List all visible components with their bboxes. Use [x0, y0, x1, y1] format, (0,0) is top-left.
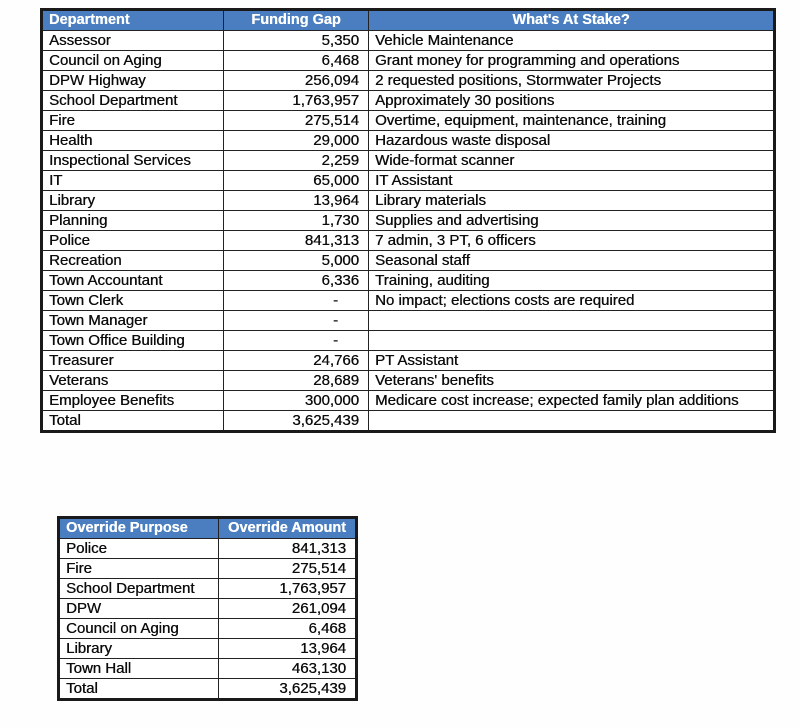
amount-cell: 463,130: [219, 659, 357, 679]
table-header-row: [59, 518, 357, 539]
table-row: [42, 191, 775, 211]
stake-cell: PT Assistant: [369, 351, 775, 371]
table-row: [59, 659, 357, 679]
department-cell: DPW Highway: [42, 71, 224, 91]
funding-gap-cell: 6,468: [224, 51, 369, 71]
column-header-department: Department: [42, 10, 224, 31]
amount-cell: 1,763,957: [219, 579, 357, 599]
department-cell: Inspectional Services: [42, 151, 224, 171]
funding-gap-cell: 13,964: [224, 191, 369, 211]
department-cell: Town Clerk: [42, 291, 224, 311]
column-header-funding-gap: Funding Gap: [224, 10, 369, 31]
department-cell: Employee Benefits: [42, 391, 224, 411]
department-cell: Council on Aging: [42, 51, 224, 71]
funding-gap-cell: -: [224, 331, 369, 351]
department-cell: Recreation: [42, 251, 224, 271]
column-header-whats-at-stake: What's At Stake?: [369, 10, 775, 31]
funding-gap-cell: 256,094: [224, 71, 369, 91]
table-row: [59, 559, 357, 579]
funding-gap-cell: 6,336: [224, 271, 369, 291]
department-cell: Town Accountant: [42, 271, 224, 291]
table-row: [59, 579, 357, 599]
department-cell: Police: [42, 231, 224, 251]
department-cell: Total: [42, 411, 224, 432]
funding-gap-cell: 28,689: [224, 371, 369, 391]
funding-gap-cell: 300,000: [224, 391, 369, 411]
department-cell: Town Manager: [42, 311, 224, 331]
department-cell: Fire: [42, 111, 224, 131]
funding-gap-cell: 3,625,439: [224, 411, 369, 432]
amount-cell: 275,514: [219, 559, 357, 579]
funding-gap-cell: 1,763,957: [224, 91, 369, 111]
funding-gap-cell: 5,350: [224, 31, 369, 51]
amount-cell: 261,094: [219, 599, 357, 619]
table-row: [42, 391, 775, 411]
stake-cell: Supplies and advertising: [369, 211, 775, 231]
table-row: [42, 311, 775, 331]
table-row: [42, 351, 775, 371]
stake-cell: Library materials: [369, 191, 775, 211]
department-cell: IT: [42, 171, 224, 191]
stake-cell: Veterans' benefits: [369, 371, 775, 391]
table-row: [59, 599, 357, 619]
funding-gap-cell: 1,730: [224, 211, 369, 231]
table-row: [59, 679, 357, 700]
funding-gap-table: [40, 8, 776, 433]
stake-cell: IT Assistant: [369, 171, 775, 191]
stake-cell: [369, 311, 775, 331]
stake-cell: Medicare cost increase; expected family plan additions: [369, 391, 775, 411]
stake-cell: Hazardous waste disposal: [369, 131, 775, 151]
table-row: [42, 271, 775, 291]
table-row: [42, 371, 775, 391]
stake-cell: Grant money for programming and operations: [369, 51, 775, 71]
department-cell: Library: [42, 191, 224, 211]
stake-cell: [369, 411, 775, 432]
column-header-override-purpose: Override Purpose: [59, 518, 219, 539]
purpose-cell: School Department: [59, 579, 219, 599]
table-row: [42, 151, 775, 171]
table-header-row: [42, 10, 775, 31]
stake-cell: Training, auditing: [369, 271, 775, 291]
funding-gap-cell: -: [224, 291, 369, 311]
funding-gap-cell: 841,313: [224, 231, 369, 251]
stake-cell: Seasonal staff: [369, 251, 775, 271]
table-row: [59, 619, 357, 639]
purpose-cell: Police: [59, 539, 219, 559]
table-row: [42, 251, 775, 271]
table-row: [42, 111, 775, 131]
purpose-cell: Town Hall: [59, 659, 219, 679]
column-header-override-amount: Override Amount: [219, 518, 357, 539]
stake-cell: 7 admin, 3 PT, 6 officers: [369, 231, 775, 251]
amount-cell: 6,468: [219, 619, 357, 639]
table-row: [42, 91, 775, 111]
purpose-cell: Fire: [59, 559, 219, 579]
funding-gap-cell: 2,259: [224, 151, 369, 171]
table-row: [42, 331, 775, 351]
funding-gap-cell: 65,000: [224, 171, 369, 191]
table-row: [42, 51, 775, 71]
funding-gap-cell: 24,766: [224, 351, 369, 371]
amount-cell: 841,313: [219, 539, 357, 559]
stake-cell: Vehicle Maintenance: [369, 31, 775, 51]
stake-cell: No impact; elections costs are required: [369, 291, 775, 311]
stake-cell: Overtime, equipment, maintenance, training: [369, 111, 775, 131]
department-cell: Assessor: [42, 31, 224, 51]
stake-cell: Approximately 30 positions: [369, 91, 775, 111]
department-cell: Health: [42, 131, 224, 151]
stake-cell: Wide-format scanner: [369, 151, 775, 171]
table-row: [42, 31, 775, 51]
override-table: [57, 516, 358, 701]
department-cell: Town Office Building: [42, 331, 224, 351]
table-row: [42, 411, 775, 432]
stake-cell: 2 requested positions, Stormwater Projects: [369, 71, 775, 91]
funding-gap-cell: 5,000: [224, 251, 369, 271]
department-cell: School Department: [42, 91, 224, 111]
purpose-cell: Library: [59, 639, 219, 659]
table-row: [42, 171, 775, 191]
amount-cell: 13,964: [219, 639, 357, 659]
department-cell: Veterans: [42, 371, 224, 391]
table-row: [59, 639, 357, 659]
table-row: [42, 231, 775, 251]
funding-gap-cell: -: [224, 311, 369, 331]
amount-cell: 3,625,439: [219, 679, 357, 700]
stake-cell: [369, 331, 775, 351]
table-row: [42, 291, 775, 311]
department-cell: Treasurer: [42, 351, 224, 371]
table-row: [42, 71, 775, 91]
funding-gap-cell: 29,000: [224, 131, 369, 151]
purpose-cell: Total: [59, 679, 219, 700]
table-row: [42, 211, 775, 231]
funding-gap-cell: 275,514: [224, 111, 369, 131]
purpose-cell: Council on Aging: [59, 619, 219, 639]
department-cell: Planning: [42, 211, 224, 231]
table-row: [59, 539, 357, 559]
purpose-cell: DPW: [59, 599, 219, 619]
table-row: [42, 131, 775, 151]
